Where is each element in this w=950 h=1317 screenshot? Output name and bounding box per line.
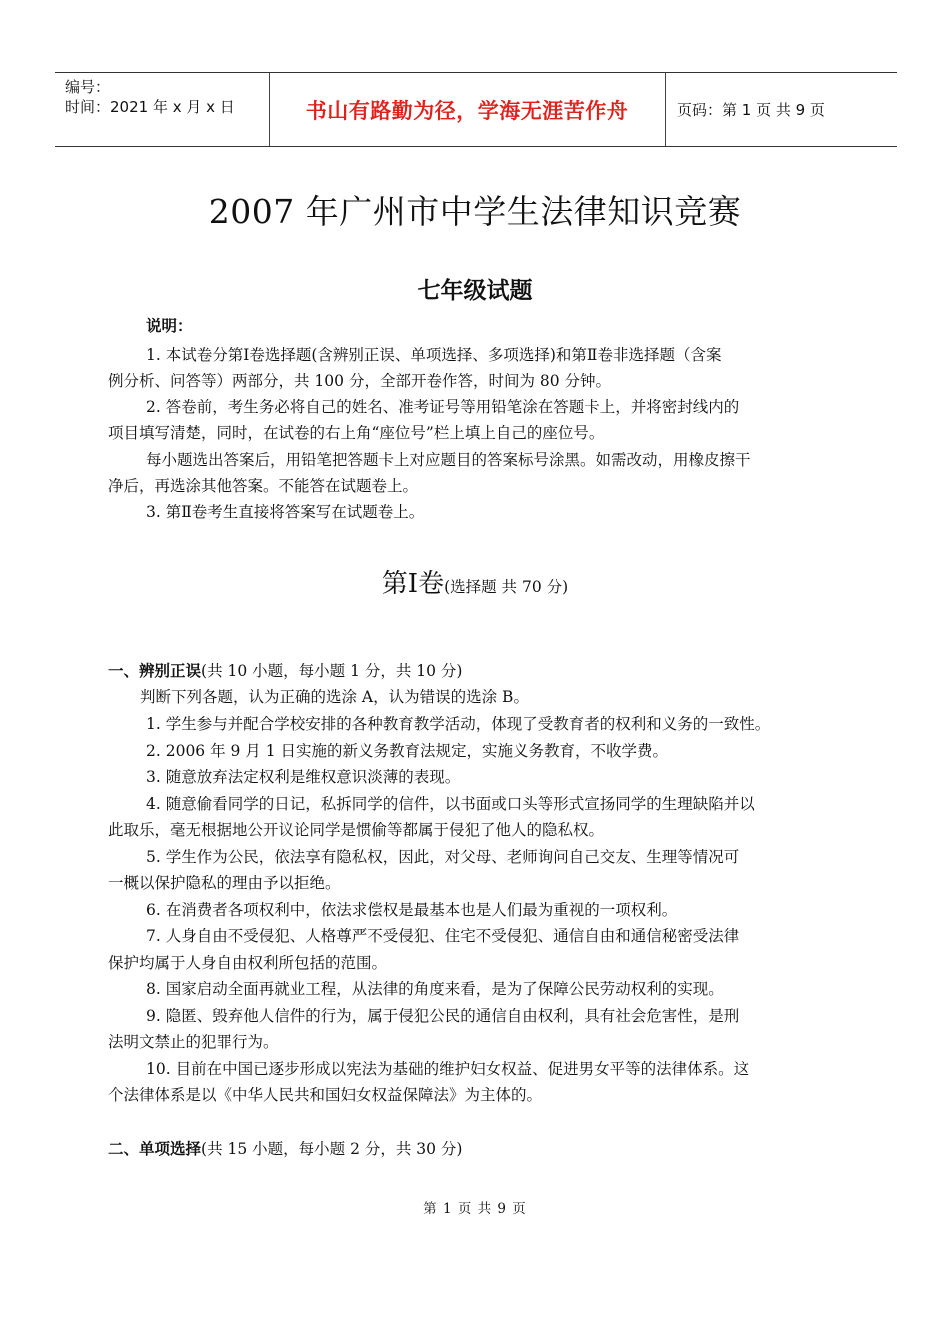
question-line: 保护均属于人身自由权利所包括的范围。 — [108, 954, 388, 972]
serial-label: 编号： — [65, 78, 111, 96]
instruction-line: 2. 答卷前，考生务必将自己的姓名、准考证号等用铅笔涂在答题卡上，并将密封线内的 — [146, 398, 740, 416]
question-line: 一概以保护隐私的理由予以拒绝。 — [108, 874, 341, 892]
header-divider — [665, 73, 666, 146]
volume-heading — [0, 563, 950, 600]
page-header — [55, 72, 897, 147]
question-line: 9. 隐匿、毁弃他人信件的行为，属于侵犯公民的通信自由权利，具有社会危害性，是刑 — [146, 1007, 740, 1025]
page-footer: 第 1 页 共 9 页 — [423, 1201, 527, 1217]
question-line: 个法律体系是以《中华人民共和国妇女权益保障法》为主体的。 — [108, 1086, 543, 1104]
question-line: 4. 随意偷看同学的日记，私拆同学的信件，以书面或口头等形式宣扬同学的生理缺陷并以 — [146, 795, 755, 813]
document-title: 2007 年广州市中学生法律知识竞赛 — [208, 192, 742, 231]
header-motto: 书山有路勤为径，学海无涯苦作舟 — [305, 98, 629, 123]
instruction-line: 3. 第Ⅱ卷考生直接将答案写在试题卷上。 — [146, 503, 425, 521]
question-line: 7. 人身自由不受侵犯、人格尊严不受侵犯、住宅不受侵犯、通信自由和通信秘密受法律 — [146, 927, 740, 945]
question-line: 3. 随意放弃法定权利是维权意识淡薄的表现。 — [146, 768, 461, 786]
instruction-line: 每小题选出答案后，用铅笔把答题卡上对应题目的答案标号涂黑。如需改动，用橡皮擦干 — [146, 451, 751, 469]
section-heading-note: (共 15 小题，每小题 2 分，共 30 分) — [201, 1140, 463, 1158]
instructions-heading: 说明： — [146, 316, 193, 335]
header-meta — [65, 77, 235, 117]
question-line: 6. 在消费者各项权利中，依法求偿权是最基本也是人们最为重视的一项权利。 — [146, 901, 678, 919]
volume-note: (选择题 共 70 分) — [444, 578, 569, 596]
question-line: 8. 国家启动全面再就业工程，从法律的角度来看，是为了保障公民劳动权利的实现。 — [146, 980, 724, 998]
header-page-info: 页码：第 1 页 共 9 页 — [677, 101, 825, 119]
section-heading-label: 一、辨别正误 — [108, 661, 202, 680]
document-subtitle: 七年级试题 — [417, 277, 533, 304]
section-intro: 判断下列各题，认为正确的选涂 A，认为错误的选涂 B。 — [140, 688, 529, 706]
question-line: 此取乐，毫无根据地公开议论同学是惯偷等都属于侵犯了他人的隐私权。 — [108, 821, 605, 839]
section-heading-note: (共 10 小题，每小题 1 分，共 10 分) — [201, 662, 463, 680]
question-line: 10. 目前在中国已逐步形成以宪法为基础的维护妇女权益、促进男女平等的法律体系。这 — [146, 1060, 750, 1078]
instruction-line: 1. 本试卷分第Ⅰ卷选择题(含辨别正误、单项选择、多项选择)和第Ⅱ卷非选择题（含案 — [146, 346, 722, 364]
question-line: 5. 学生作为公民，依法享有隐私权，因此，对父母、老师询问自己交友、生理等情况可 — [146, 848, 740, 866]
section-heading — [108, 658, 868, 685]
question-line: 法明文禁止的犯罪行为。 — [108, 1033, 279, 1051]
question-line: 2. 2006 年 9 月 1 日实施的新义务教育法规定，实施义务教育，不收学费。 — [146, 742, 669, 760]
question-line: 1. 学生参与并配合学校安排的各种教育教学活动，体现了受教育者的权利和义务的一致性。 — [146, 715, 771, 733]
section-heading — [108, 1136, 868, 1163]
instruction-line: 净后，再选涂其他答案。不能答在试题卷上。 — [108, 477, 419, 495]
instruction-line: 例分析、问答等）两部分，共 100 分，全部开卷作答，时间为 80 分钟。 — [108, 372, 612, 390]
time-label: 时间：2021 年 x 月 x 日 — [65, 98, 235, 116]
instruction-line: 项目填写清楚，同时，在试卷的右上角“座位号”栏上填上自己的座位号。 — [108, 424, 605, 442]
section-heading-label: 二、单项选择 — [108, 1139, 202, 1158]
volume-title: 第Ⅰ卷 — [381, 569, 445, 599]
